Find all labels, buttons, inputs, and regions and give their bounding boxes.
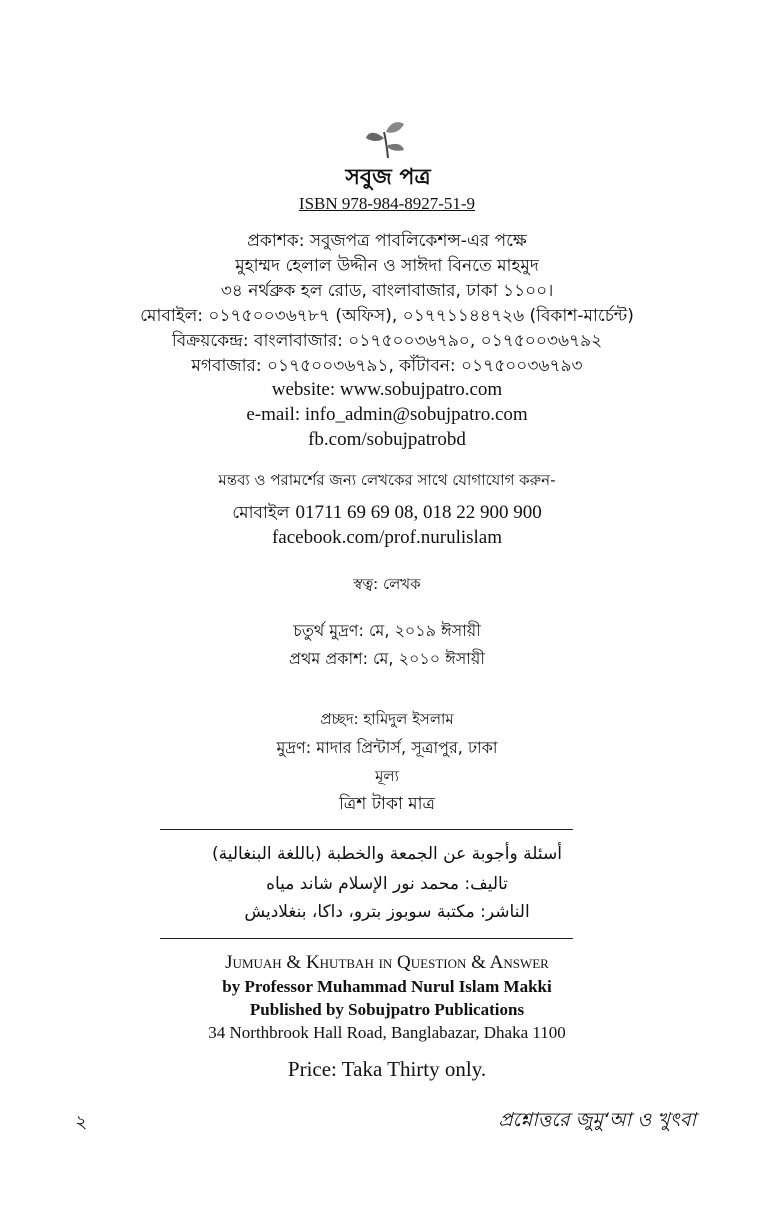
- author-mobile-numbers: 01711 69 69 08, 018 22 900 900: [295, 502, 542, 523]
- publisher-address: ৩৪ নর্থব্রুক হল রোড, বাংলাবাজার, ঢাকা ১১০০।: [220, 281, 554, 301]
- arabic-publisher: الناشر: مكتبة سوبوز بترو، داكا، بنغلاديش: [244, 902, 530, 922]
- publisher-email[interactable]: e-mail: info_admin@sobujpatro.com: [246, 404, 528, 425]
- publisher-line: প্রকাশক: সবুজপত্র পাবলিকেশন্স-এর পক্ষে: [247, 231, 527, 251]
- running-head: প্রশ্নোত্তরে জুমু‘আ ও খুৎবা: [498, 1109, 696, 1131]
- printing-credit: মুদ্রণ: মাদার প্রিন্টার্স, সূত্রাপুর, ঢাকা: [276, 738, 498, 757]
- fourth-printing: চতুর্থ মুদ্রণ: মে, ২০১৯ ঈসায়ী: [293, 621, 481, 640]
- copyright: স্বত্ব: লেখক: [353, 575, 421, 593]
- svg-text:সবুজ পত্র: সবুজ পত্র: [345, 165, 431, 190]
- sales-center-2: মগবাজার: ০১৭৫০০৩৬৭৯১, কাঁটাবন: ০১৭৫০০৩৬৭৯৩: [191, 356, 583, 376]
- price-label: মূল্য: [375, 767, 399, 785]
- english-price: Price: Taka Thirty only.: [287, 1057, 487, 1081]
- english-title: Jumuah & Khutbah in Question & Answer: [225, 952, 549, 973]
- divider-top: [160, 829, 573, 830]
- author-facebook[interactable]: facebook.com/prof.nurulislam: [271, 527, 503, 548]
- publisher-logo: [340, 118, 436, 196]
- page-number: ২: [75, 1111, 88, 1133]
- sales-center: বিক্রয়কেন্দ্র: বাংলাবাজার: ০১৭৫০০৩৬৭৯০, ০১৭৫০০৩৬৭৯২: [171, 331, 603, 351]
- author-mobile: [0, 500, 774, 528]
- english-author: by Professor Muhammad Nurul Islam Makki: [222, 977, 552, 996]
- english-publisher: Published by Sobujpatro Publications: [249, 1000, 525, 1019]
- leaf-sprout-icon: [340, 118, 436, 196]
- author-contact-intro: মন্তব্য ও পরামর্শের জন্য লেখকের সাথে যোগাযোগ করুন-: [218, 471, 556, 489]
- author-mobile-label: মোবাইল: [232, 503, 290, 523]
- first-publication: প্রথম প্রকাশ: মে, ২০১০ ঈসায়ী: [289, 649, 485, 668]
- publisher-mobile: মোবাইল: ০১৭৫০০৩৬৭৮৭ (অফিস), ০১৭৭১১৪৪৭২৬ (বিকাশ-মার্চেন্ট): [140, 306, 634, 326]
- cover-credit: প্রচ্ছদ: হামিদুল ইসলাম: [320, 710, 454, 728]
- publisher-names: মুহাম্মদ হেলাল উদ্দীন ও সাঈদা বিনতে মাহমুদ: [235, 256, 539, 276]
- publisher-website[interactable]: website: www.sobujpatro.com: [271, 379, 503, 400]
- arabic-author: تاليف: محمد نور الإسلام شاند مياه: [266, 874, 508, 894]
- publisher-facebook[interactable]: fb.com/sobujpatrobd: [308, 429, 466, 450]
- english-address: 34 Northbrook Hall Road, Banglabazar, Dhaka 1100: [208, 1023, 566, 1042]
- divider-bottom: [160, 938, 573, 939]
- isbn: ISBN 978-984-8927-51-9: [298, 194, 476, 213]
- price-bangla: ত্রিশ টাকা মাত্র: [338, 794, 436, 814]
- arabic-title: أسئلة وأجوبة عن الجمعة والخطبة (باللغة البنغالية): [212, 844, 562, 864]
